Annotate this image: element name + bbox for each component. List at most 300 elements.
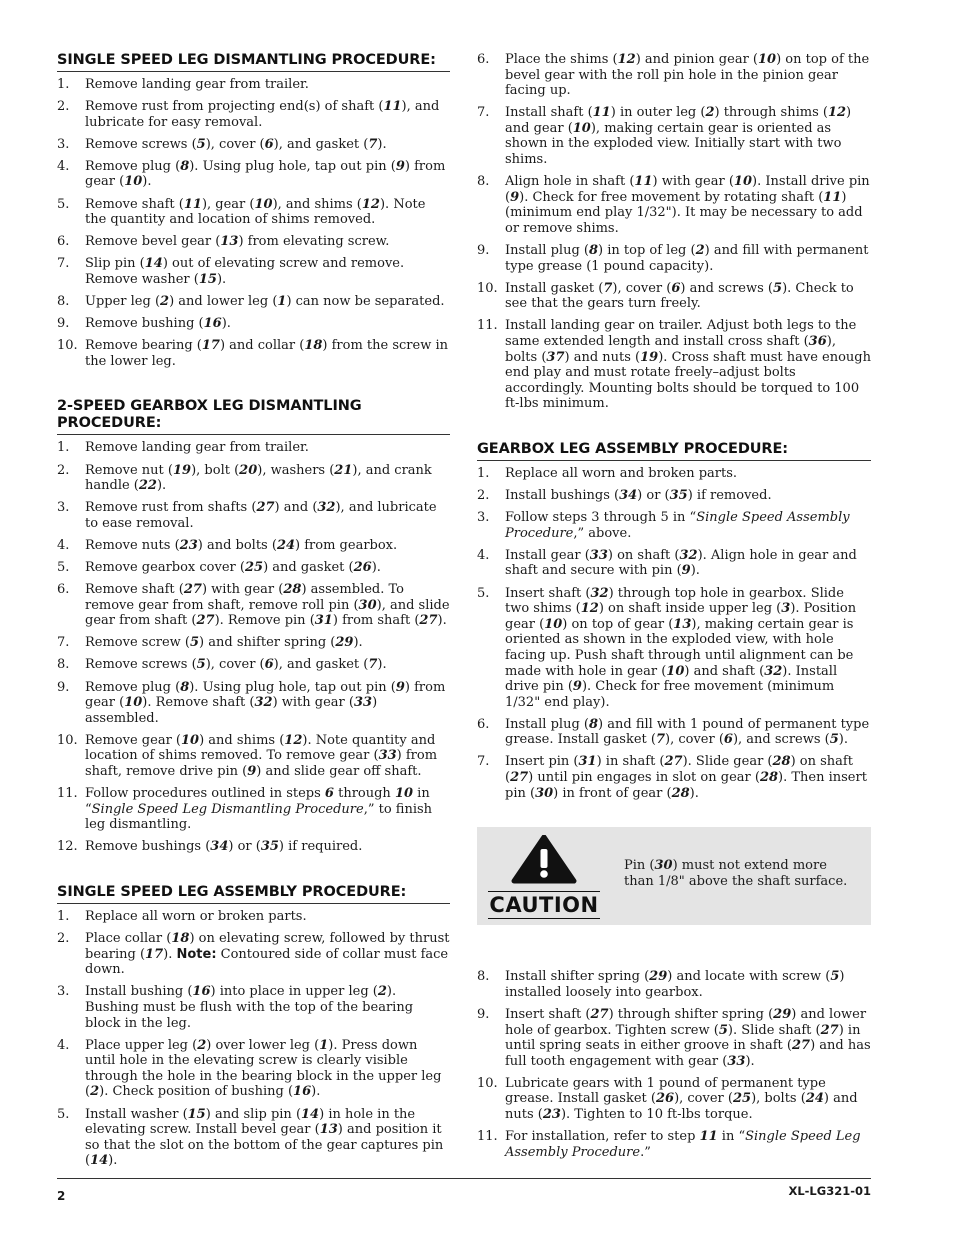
part-reference: 27 <box>419 613 438 629</box>
part-reference: 5 <box>190 635 200 651</box>
part-reference: 18 <box>304 338 323 354</box>
step-text: Insert pin ( <box>505 754 579 770</box>
step-number: 7. <box>57 635 70 651</box>
step-number: 9. <box>57 679 70 695</box>
page-number: 2 <box>57 1189 66 1203</box>
part-reference: 9 <box>510 189 520 205</box>
step-text: Insert shaft ( <box>505 585 591 601</box>
step-text: ). <box>311 1084 321 1100</box>
step-text: Remove shaft ( <box>85 196 184 212</box>
step-text: ) and gear ( <box>505 105 852 136</box>
list-item <box>57 931 450 978</box>
list-item <box>57 984 450 1031</box>
step-text: ) if required. <box>278 839 363 855</box>
step-number: 10. <box>57 338 78 354</box>
step-text: ) from shaft, remove drive pin ( <box>85 748 438 779</box>
part-reference: 34 <box>210 839 229 855</box>
step-list <box>57 77 450 369</box>
step-number: 1. <box>57 77 70 92</box>
step-text: ), and screws ( <box>732 732 830 748</box>
step-text: ), and slide gear from shaft ( <box>85 597 450 629</box>
part-reference: 29 <box>773 1006 792 1022</box>
list-item <box>57 839 450 855</box>
part-reference: 32 <box>254 695 273 711</box>
step-text: in “Single Speed Leg Dismantling Procedure,” to finish leg dismantling. <box>85 786 433 833</box>
step-text: ) and bolts ( <box>197 537 277 553</box>
step-text: Install washer ( <box>85 1106 188 1122</box>
part-reference: 32 <box>317 500 336 516</box>
part-reference: 10 <box>124 695 143 711</box>
step-text: Align hole in shaft ( <box>505 174 635 190</box>
step-text: ) in shaft ( <box>596 754 665 770</box>
part-reference: 34 <box>619 488 638 504</box>
part-reference: 10 <box>666 663 685 679</box>
step-number: 4. <box>57 158 70 174</box>
part-reference: 32 <box>764 663 783 679</box>
part-reference: 8 <box>588 716 599 732</box>
step-text: ) through top hole in gearbox. Slide two shims ( <box>505 585 844 617</box>
step-number: 9. <box>477 243 490 259</box>
part-reference: 2 <box>90 1084 100 1100</box>
step-number: 11. <box>477 1129 498 1145</box>
step-text: ) and screws ( <box>680 280 774 296</box>
step-number: 3. <box>57 136 70 152</box>
part-reference: 12 <box>827 105 847 121</box>
step-text: ) through shims ( <box>714 105 828 121</box>
part-reference: 28 <box>772 754 791 770</box>
part-reference: 35 <box>669 488 688 504</box>
list-item <box>57 294 450 310</box>
step-text: ), bolts ( <box>751 1091 806 1107</box>
list-item <box>57 77 450 93</box>
part-reference: 27 <box>196 613 215 629</box>
part-reference: 27 <box>791 1038 811 1054</box>
step-text: ) into place in upper leg ( <box>210 984 378 1000</box>
step-text: ). Install drive pin ( <box>505 174 870 205</box>
step-text: Contoured side of collar must face down. <box>85 946 449 978</box>
step-text: ). Check for free movement by rotating shaft ( <box>519 189 824 205</box>
step-number: 3. <box>57 984 70 1000</box>
step-text: ), bolts ( <box>505 334 836 365</box>
part-reference: 33 <box>353 695 373 711</box>
step-text: ) from gearbox. <box>295 537 398 553</box>
part-reference: 7 <box>655 732 666 748</box>
step-text: Remove nuts ( <box>85 537 180 553</box>
step-text: ) with gear ( <box>272 695 354 711</box>
step-text: ) assembled. To remove gear from shaft, remove roll pin ( <box>85 582 405 613</box>
part-reference: 24 <box>276 537 296 553</box>
step-text: ). Slide shaft ( <box>727 1022 821 1038</box>
step-text: Remove bushing ( <box>85 316 204 332</box>
step-text: ) through shifter spring ( <box>608 1006 774 1022</box>
step-text: Insert shaft ( <box>505 1006 591 1022</box>
step-number: 3. <box>477 510 490 526</box>
step-number: 2. <box>57 462 70 478</box>
part-reference: 9 <box>572 679 582 695</box>
list-item <box>477 1007 871 1069</box>
part-reference: 1 <box>319 1037 329 1053</box>
part-reference: 2 <box>705 105 715 121</box>
part-reference: 13 <box>673 616 692 632</box>
part-reference: 2 <box>695 243 705 259</box>
part-reference: 14 <box>301 1106 320 1122</box>
part-reference: 37 <box>546 349 565 365</box>
part-reference: 11 <box>183 196 202 212</box>
step-text: ). <box>745 1053 755 1069</box>
part-reference: 14 <box>90 1153 109 1169</box>
step-text: ) and ( <box>274 500 318 516</box>
step-text: ). Align hole in gear and shaft and secure with pin ( <box>505 547 857 579</box>
list-item <box>57 440 450 456</box>
step-text: ) and slide gear off shaft. <box>256 764 422 779</box>
step-number: 8. <box>477 969 490 985</box>
footer-divider <box>57 1178 871 1179</box>
part-reference: 27 <box>820 1022 839 1038</box>
step-number: 10. <box>57 732 78 748</box>
list-item <box>57 137 450 153</box>
part-reference: 9 <box>681 563 691 579</box>
step-text: Install shifter spring ( <box>505 969 650 985</box>
step-text: ), cover ( <box>612 280 672 296</box>
step-text: ) out of elevating screw and remove. Remove washer ( <box>85 256 405 287</box>
step-text: ) on elevating screw, followed by thrust bearing ( <box>85 931 450 962</box>
part-reference: 11 <box>592 105 611 121</box>
part-reference: 5 <box>718 1022 728 1038</box>
part-reference: 19 <box>172 462 192 478</box>
step-text: ) if removed. <box>687 488 772 504</box>
part-reference: 5 <box>829 732 839 748</box>
step-number: 6. <box>57 582 70 598</box>
step-text: Place upper leg ( <box>85 1037 198 1053</box>
step-text: ) and fill with permanent type grease (1 pound capacity). <box>505 243 869 274</box>
part-reference: 32 <box>679 547 698 563</box>
part-reference: 12 <box>580 601 599 617</box>
part-reference: 8 <box>180 158 190 174</box>
step-text: ). Remove pin ( <box>214 613 315 629</box>
step-text: ). Bushing must be flush with the top of the bearing block in the leg. <box>85 984 414 1031</box>
section-title-gearbox-assembly: GEARBOX LEG ASSEMBLY PROCEDURE: <box>477 441 871 461</box>
step-text: ), cover ( <box>665 732 724 748</box>
list-item <box>477 281 871 312</box>
step-text: Remove landing gear from trailer. <box>85 440 309 456</box>
step-text: ) from gear ( <box>85 158 446 190</box>
part-reference: 17 <box>145 946 164 962</box>
part-reference: 16 <box>203 316 222 332</box>
step-text: Remove screw ( <box>85 635 190 651</box>
step-text: ) in front of gear ( <box>553 785 672 801</box>
step-text: ) on top of the bevel gear with the roll pin hole in the pinion gear facing up. <box>505 52 870 99</box>
step-text: ). <box>371 559 381 575</box>
step-text: ) and lower hole of gearbox. Tighten screw ( <box>505 1006 867 1038</box>
step-number: 1. <box>57 908 70 924</box>
step-text: ), washers ( <box>257 462 335 478</box>
part-reference: 15 <box>187 1106 206 1122</box>
part-reference: 27 <box>590 1006 609 1022</box>
part-reference: 6 <box>671 280 681 296</box>
document-code: XL-LG321-01 <box>788 1184 871 1198</box>
list-item <box>57 500 450 531</box>
step-text: ) and shaft ( <box>684 663 765 679</box>
part-reference: 27 <box>510 770 529 786</box>
part-reference: 12 <box>361 196 380 212</box>
step-text: Remove landing gear from trailer. <box>85 77 309 92</box>
part-reference: 27 <box>183 582 202 598</box>
step-list <box>57 440 450 855</box>
list-item <box>477 1076 871 1123</box>
step-text: ), cover ( <box>205 136 265 152</box>
step-text: Place collar ( <box>85 931 172 947</box>
step-text: ) in hole in the elevating screw. Install bevel gear ( <box>85 1106 416 1138</box>
step-list <box>477 969 871 1160</box>
list-item <box>57 99 450 130</box>
part-reference: 5 <box>196 136 206 152</box>
step-text: ) in until spring seats in either groove in shaft ( <box>505 1022 861 1054</box>
step-text: ), and gasket ( <box>273 657 369 673</box>
list-item <box>57 256 450 287</box>
part-reference: 10 <box>254 196 273 212</box>
step-text: Follow procedures outlined in steps <box>85 786 325 802</box>
step-number: 7. <box>57 256 70 272</box>
step-text: ). Tighten to 10 ft-lbs torque. <box>560 1107 753 1122</box>
step-text: ) and nuts ( <box>505 1091 858 1122</box>
step-text: ) with gear ( <box>652 174 734 190</box>
step-text: ) and shifter spring ( <box>199 635 336 651</box>
step-text: ) from shaft ( <box>332 613 420 629</box>
step-text: ) over lower leg ( <box>206 1037 320 1053</box>
step-number: 6. <box>57 234 70 250</box>
list-item <box>477 1129 871 1160</box>
step-number: 2. <box>477 488 490 504</box>
step-text: Remove rust from shafts ( <box>85 500 257 516</box>
step-number: 5. <box>57 559 70 575</box>
step-text: ) on shaft ( <box>607 547 680 563</box>
step-text: ) in top of leg ( <box>598 243 696 259</box>
part-reference: 7 <box>368 657 378 673</box>
list-item <box>57 1038 450 1100</box>
step-text: ). <box>690 563 700 579</box>
part-reference: 2 <box>197 1037 207 1053</box>
step-text: ). Note the quantity and location of shims removed. <box>85 196 426 228</box>
step-number: 1. <box>477 465 490 481</box>
step-text: Remove bevel gear ( <box>85 234 221 250</box>
step-text: ) and position it so that the slot on the bottom of the gear captures pin ( <box>85 1122 444 1169</box>
step-text: ). <box>689 785 699 801</box>
step-number: 9. <box>57 316 70 332</box>
step-text: ) or ( <box>637 488 670 504</box>
part-reference: 8 <box>180 679 190 695</box>
step-list <box>477 52 871 412</box>
part-reference: 11 <box>823 189 842 205</box>
part-reference: 35 <box>260 839 279 855</box>
part-reference: 29 <box>335 635 354 651</box>
part-reference: 13 <box>319 1122 338 1138</box>
step-text: ), gear ( <box>201 196 255 212</box>
step-text: ). Using plug hole, tap out pin ( <box>189 679 396 695</box>
step-text: ). Remove shaft ( <box>142 695 255 711</box>
part-reference: 23 <box>179 537 198 553</box>
caution-text: Pin (30) must not extend more than 1/8" above the shaft surface. <box>624 858 848 889</box>
list-item <box>57 635 450 651</box>
step-text: Replace all worn and broken parts. <box>505 465 738 481</box>
part-reference: 10 <box>758 52 777 67</box>
step-number: 11. <box>57 786 78 802</box>
step-text: ). <box>221 316 231 332</box>
step-number: 9. <box>477 1006 490 1022</box>
part-reference: 30 <box>358 597 377 613</box>
step-text: ) or ( <box>228 839 261 855</box>
caution-label: CAUTION <box>489 893 599 918</box>
step-text: ). Using plug hole, tap out pin ( <box>189 158 396 174</box>
step-number: 2. <box>57 99 70 115</box>
step-number: 10. <box>477 280 498 296</box>
left-column <box>57 52 450 1198</box>
step-text: in “Single Speed Leg Assembly Procedure.” <box>505 1129 861 1160</box>
list-item <box>477 243 871 274</box>
list-item <box>57 463 450 494</box>
step-text: ). Cross shaft must have enough end play and must rotate freely–adjust bolts accordingly. Mounting bolts should be torqued to 100 ft-lbs minimum. <box>505 349 871 412</box>
part-reference: 5 <box>773 280 783 296</box>
step-text: ). Check to see that the gears turn freely. <box>505 280 854 312</box>
step-text: Install bushing ( <box>85 984 193 1000</box>
step-text: Remove rust from projecting end(s) of shaft ( <box>85 99 384 115</box>
step-text: ) in outer leg ( <box>610 105 706 121</box>
step-text: ), and lubricate to ease removal. <box>85 500 437 531</box>
part-reference: 12 <box>284 732 303 748</box>
part-reference: 5 <box>196 657 206 673</box>
step-text: Remove screws ( <box>85 657 197 673</box>
part-reference: 33 <box>727 1053 746 1069</box>
step-text: ), bolt ( <box>191 462 240 478</box>
list-item <box>57 909 450 925</box>
step-number: 6. <box>477 52 490 67</box>
step-text: ). <box>156 478 167 494</box>
step-text: Install gasket ( <box>505 280 604 296</box>
step-text: ). <box>108 1153 118 1169</box>
step-text: ) installed loosely into gearbox. <box>505 969 845 1000</box>
list-item <box>57 582 450 629</box>
part-reference: 7 <box>368 136 378 152</box>
list-item <box>57 234 450 250</box>
section-title-single-speed-assembly: SINGLE SPEED LEG ASSEMBLY PROCEDURE: <box>57 884 450 904</box>
step-number: 4. <box>57 537 70 553</box>
step-text: Install gear ( <box>505 547 590 563</box>
step-number: 11. <box>477 318 498 334</box>
step-text: Install shaft ( <box>505 105 593 121</box>
step-text: ), and lubricate for easy removal. <box>85 99 440 130</box>
step-text: ). <box>353 635 363 651</box>
step-text: Follow steps 3 through 5 in “Single Speed Assembly Procedure,” above. <box>505 510 850 541</box>
step-number: 5. <box>57 196 70 212</box>
step-text: ) from elevating screw. <box>238 234 390 250</box>
step-text: ). <box>377 657 387 673</box>
step-text: ) can now be separated. <box>286 294 445 310</box>
step-text: ) (minimum end play 1/32"). It may be necessary to add or remove shims. <box>505 189 863 236</box>
step-text: ), cover ( <box>205 657 265 673</box>
caution-box <box>477 827 871 925</box>
step-number: 3. <box>57 500 70 516</box>
step-text: Remove bushings ( <box>85 839 211 855</box>
part-reference: 28 <box>671 785 690 801</box>
step-number: 7. <box>477 105 490 121</box>
part-reference: 20 <box>239 462 258 478</box>
part-reference: 22 <box>138 478 157 494</box>
step-text: ). Slide gear ( <box>682 754 773 770</box>
step-number: 10. <box>477 1075 498 1091</box>
step-text: ) with gear ( <box>201 582 284 598</box>
step-text: ). Check position of bushing ( <box>99 1084 294 1100</box>
step-number: 6. <box>477 716 490 732</box>
step-text: ). <box>163 946 177 962</box>
step-text: ) until pin engages in slot on gear ( <box>528 770 760 786</box>
step-text: ). <box>377 136 387 152</box>
step-text: ) assembled. <box>85 695 378 726</box>
right-column <box>477 52 871 1189</box>
step-text: ). Check for free movement (minimum 1/32" end play). <box>505 679 835 710</box>
part-reference: 5 <box>830 969 840 985</box>
list-item <box>477 105 871 167</box>
warning-triangle-icon <box>488 835 600 885</box>
part-reference: 6 <box>723 732 733 748</box>
step-text: ). Then insert pin ( <box>505 770 867 801</box>
list-item <box>477 488 871 504</box>
part-reference: 26 <box>655 1091 675 1107</box>
part-reference: 6 <box>324 786 334 802</box>
list-item <box>477 969 871 1000</box>
section-title-single-speed-dismantling: SINGLE SPEED LEG DISMANTLING PROCEDURE: <box>57 52 450 72</box>
list-item <box>57 159 450 190</box>
part-reference: 10 <box>733 174 753 190</box>
part-reference: 33 <box>378 748 397 764</box>
part-reference: 19 <box>640 349 659 365</box>
step-text: ). Press down until hole in the elevating screw is clearly visible through the hole in the bearing block in the upper leg ( <box>85 1037 442 1100</box>
part-reference: 31 <box>314 613 333 629</box>
step-text: ), making certain gear is oriented as shown in the exploded view. Initially start with two shims. <box>505 120 842 168</box>
part-reference: 11 <box>634 174 653 190</box>
step-text: ) on shaft ( <box>505 754 853 786</box>
step-text: Install bushings ( <box>505 488 620 504</box>
part-reference: 10 <box>124 174 143 190</box>
step-number: 4. <box>57 1037 70 1053</box>
step-text: ) on shaft inside upper leg ( <box>598 601 782 617</box>
caution-badge <box>488 835 600 919</box>
list-item <box>57 786 450 833</box>
part-reference: 11 <box>699 1129 718 1145</box>
list-item <box>57 733 450 780</box>
part-reference: 2 <box>377 984 387 1000</box>
step-text: ). <box>142 174 152 190</box>
list-item <box>57 680 450 727</box>
step-text: Replace all worn or broken parts. <box>85 908 307 924</box>
step-text: ). <box>216 271 227 287</box>
part-reference: 10 <box>544 616 563 632</box>
step-text: Remove plug ( <box>85 158 181 174</box>
part-reference: 27 <box>256 500 275 516</box>
step-text: ). <box>838 732 849 748</box>
step-text: ) and pinion gear ( <box>635 52 758 67</box>
part-reference: 2 <box>160 294 170 310</box>
step-text: For installation, refer to step <box>505 1129 700 1145</box>
step-text: ) from the screw in the lower leg. <box>85 338 448 369</box>
step-text: ), and crank handle ( <box>85 462 432 494</box>
part-reference: 25 <box>732 1091 752 1107</box>
part-reference: 27 <box>664 754 683 770</box>
part-reference: 15 <box>198 271 217 287</box>
note-label: Note: <box>176 946 217 962</box>
step-text: Remove nut ( <box>85 462 173 478</box>
part-reference: 23 <box>542 1107 561 1122</box>
step-number: 7. <box>477 754 490 770</box>
step-list <box>477 466 871 801</box>
